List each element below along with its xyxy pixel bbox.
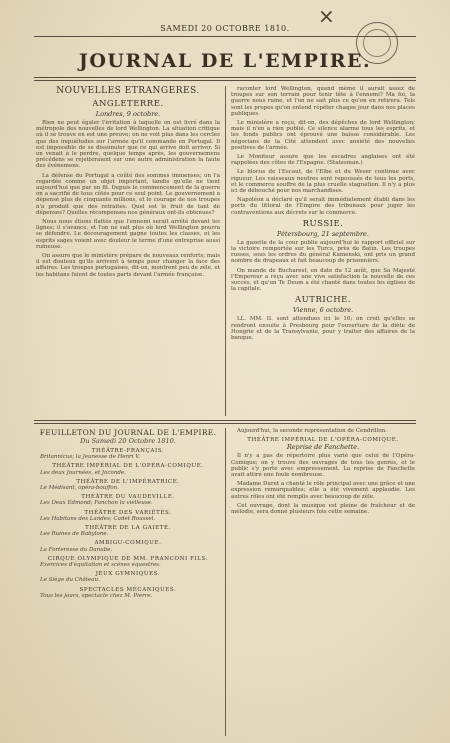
article-paragraph: On assure que le ministère prépare de nouveaux renforts; mais il est douteux qu'ils arrivent à temps pour changer la face des affaires. Les troupes portugaises, dit-on, montrent peu de zèle, et les habitans fuient de toutes parts devant l'armée française. (36, 253, 220, 278)
theatre-desc: Les Habitans des Landes; Cadet Roussel. (40, 515, 156, 522)
feuilleton-rule (34, 420, 416, 421)
theatre-name: THÉÂTRE IMPÉRIAL DE L'OPÉRA-COMIQUE. (52, 463, 204, 470)
theatre-desc: Britannicus; la Jeunesse de Henri V. (40, 454, 141, 461)
theatre-name: JEUX GYMNIQUES. (95, 571, 161, 578)
theatre-name: THÉÂTRE DU VAUDEVILLE. (81, 494, 175, 501)
review-subtitle: Reprise de Fanchette. (286, 443, 360, 452)
theatre-desc: Les Ruines de Babylone. (40, 531, 109, 538)
theatre-desc: La Forteresse du Danube. (40, 546, 113, 553)
theatre-desc: Le Siège du Château. (40, 577, 100, 584)
theatre-name: THÉÂTRE-FRANÇAIS. (91, 448, 165, 454)
top-rule (34, 36, 416, 37)
feuilleton-title: FEUILLETON DU JOURNAL DE L'EMPIRE. (39, 428, 217, 437)
theatre-name: CIRQUE OLYMPIQUE DE MM. FRANCONI FILS. (47, 555, 209, 562)
column-divider (225, 428, 226, 736)
theatre-name: THÉÂTRE IMPÉRIAL DE L'OPÉRA-COMIQUE. (247, 437, 399, 444)
article-paragraph: Le Moniteur assure que les escadres anglaises ont été rappelées des côtes de l'Espagne. (Statesman.) (231, 154, 415, 167)
masthead-title: JOURNAL DE L'EMPIRE. (78, 50, 372, 72)
theatre-name: THÉÂTRE DE L'IMPÉRATRICE. (76, 478, 180, 485)
right-column (231, 86, 415, 416)
theatre-desc: Les deux Journées, et Joconde. (40, 469, 126, 476)
column-divider (225, 86, 226, 416)
theatre-name: THÉÂTRE DES VARIÉTÉS. (84, 509, 172, 516)
theatre-desc: Les Deux Edmond; Fanchon la vielleuse. (40, 500, 153, 507)
article-paragraph: La gazette de la cour publie aujourd'hui le rapport officiel sur la victoire remportée sur les Turcs, près de Batin. Les troupes russes, sous les ordres du général Kamenski, ont pris un grand nombre de drapeaux et fait beaucoup de prisonniers. (231, 239, 415, 265)
left-column (36, 86, 220, 412)
theatre-desc: Exercices d'équitation et scènes équestres. (40, 562, 161, 569)
theatre-name: AMBIGU-COMIQUE. (94, 540, 162, 547)
article-paragraph: Madame Duret a chanté le rôle principal avec une grâce et une expression remarquables; elle a été vivement applaudie. Les autres rôles ont été remplis avec beaucoup de zèle. (231, 481, 415, 500)
theatre-desc: Le Médisant, opéra-bouffon. (40, 485, 119, 492)
section-title: NOUVELLES ÉTRANGÈRES. (56, 86, 200, 96)
article-paragraph: Le blocus de l'Escaut, de l'Elbe et du Weser continue avec rigueur. Les vaisseaux neutres sont repoussés de tous les ports, et le commerce souffre de la plus cruelle stagnation. Il n'y a plus ici de débouché pour nos marchandises. (231, 169, 415, 195)
feuilleton-rule-2 (34, 423, 416, 424)
article-paragraph: Cet ouvrage, dont la musique est pleine de fraîcheur et de mélodie, sera donné plusieurs fois cette semaine. (231, 502, 415, 516)
country-heading: ANGLETERRE. (92, 99, 164, 109)
article-paragraph: Le ministère a reçu, dit-on, des dépêches de lord Wellington; mais il n'en a rien publié. Ce silence alarme tous les esprits, et les fonds publics ont éprouvé une baisse considérable. Les négocians de la Cité attendent avec anxiété des nouvelles positives de l'armée. (231, 120, 415, 151)
place-date: Vienne, 6 octobre. (292, 306, 354, 315)
article-paragraph: Rien ne peut égaler l'irritation à laquelle on est livré dans la métropole des nouvelles de lord Wellington. La situation critique où il se trouve en est une preuve; on ne voit plus dans les cercles que des inquiétudes sur l'armée qu'il commande en Portugal. Il est impossible de se dissimuler que ce qui arrive doit arriver. Si on venait à le perdre, quelque temps après, les gouvernemens précédens se rejetteraient sur une autre administration la faute des événemens. (36, 120, 220, 170)
feuilleton-left (36, 428, 220, 738)
theatre-name: THÉÂTRE DE LA GAIETÉ. (85, 525, 171, 532)
theatre-name: SPECTACLES MÉCANIQUES. (79, 586, 177, 593)
article-paragraph: Il n'y a pas de répertoire plus varié que celui de l'Opéra-Comique; on y trouve des ouvrages de tous les genres, et le public s'y porte avec empressement. La reprise de Fanchette avait attiré une foule nombreuse. (231, 453, 415, 479)
article-paragraph: Napoléon a déclaré qu'il serait immédiatement établi dans les ports du littoral de l'Empire des tribunaux pour juger les contraventions aux décrets sur le commerce. (231, 197, 415, 216)
country-heading: AUTRICHE. (294, 295, 352, 306)
masthead-rule (34, 77, 416, 78)
place-date: Londres, 9 octobre. (95, 110, 161, 118)
masthead-rule-2 (34, 80, 416, 81)
article-paragraph: Nous nous étions flattés que l'ennemi serait arrêté devant les lignes; il s'avance, et l'on ne sait plus où lord Wellington pourra se défendre. Le découragement gagne toutes les classes, et les esprits sages voient avec douleur le terme d'une entreprise aussi ruineuse. (36, 219, 220, 250)
article-paragraph: raconter lord Wellington, quand même il aurait assez de troupes sur son terrain pour tenir tête à l'ennemi? Ma foi, la guerre nous ruine, et l'on ne sait plus ce qu'on en retirera. Tels sont les propos qu'on entend répéter chaque jour dans nos places publiques. (231, 86, 415, 117)
article-paragraph: On mande de Bucharest, en date du 12 août, que Sa Majesté l'Empereur a reçu avec une vive satisfaction la nouvelle de ces succès, et qu'un Te Deum a été chanté dans toutes les églises de la capitale. (231, 267, 415, 293)
feuilleton-right (231, 428, 415, 738)
article-paragraph: Aujourd'hui, la seconde représentation de Cendrillon. (237, 428, 387, 434)
country-heading: RUSSIE. (302, 218, 344, 229)
article-paragraph: LL. MM. II. sont attendues ici le 10; on croit qu'elles se rendront ensuite à Presbourg pour l'ouverture de la diète de Hongrie et de la Transylvanie, pour y traiter des affaires de la banque. (231, 316, 415, 342)
article-paragraph: La défense du Portugal a coûté des sommes immenses; on l'a regardée comme un objet important, tandis qu'elle ne tient aujourd'hui que par un fil. Depuis le commencement de la guerre on a sacrifié de tous côtés pour ce seul point. Le gouvernement a dépensé plus de cinquante millions, et le courage de nos troupes n'a produit que des retraites. Quel est le fruit de tant de dépenses? Quelles récompenses nos généraux ont-ils obtenues? (36, 172, 220, 216)
feuilleton-date: Du Samedi 20 Octobre 1810. (80, 437, 176, 445)
dateline: SAMEDI 20 OCTOBRE 1810. (160, 24, 290, 33)
place-date: Pétersbourg, 21 septembre. (277, 229, 369, 238)
theatre-desc: Tous les jours, spectacle chez M. Pierre. (40, 592, 153, 599)
handwritten-x-mark: × (318, 4, 335, 28)
